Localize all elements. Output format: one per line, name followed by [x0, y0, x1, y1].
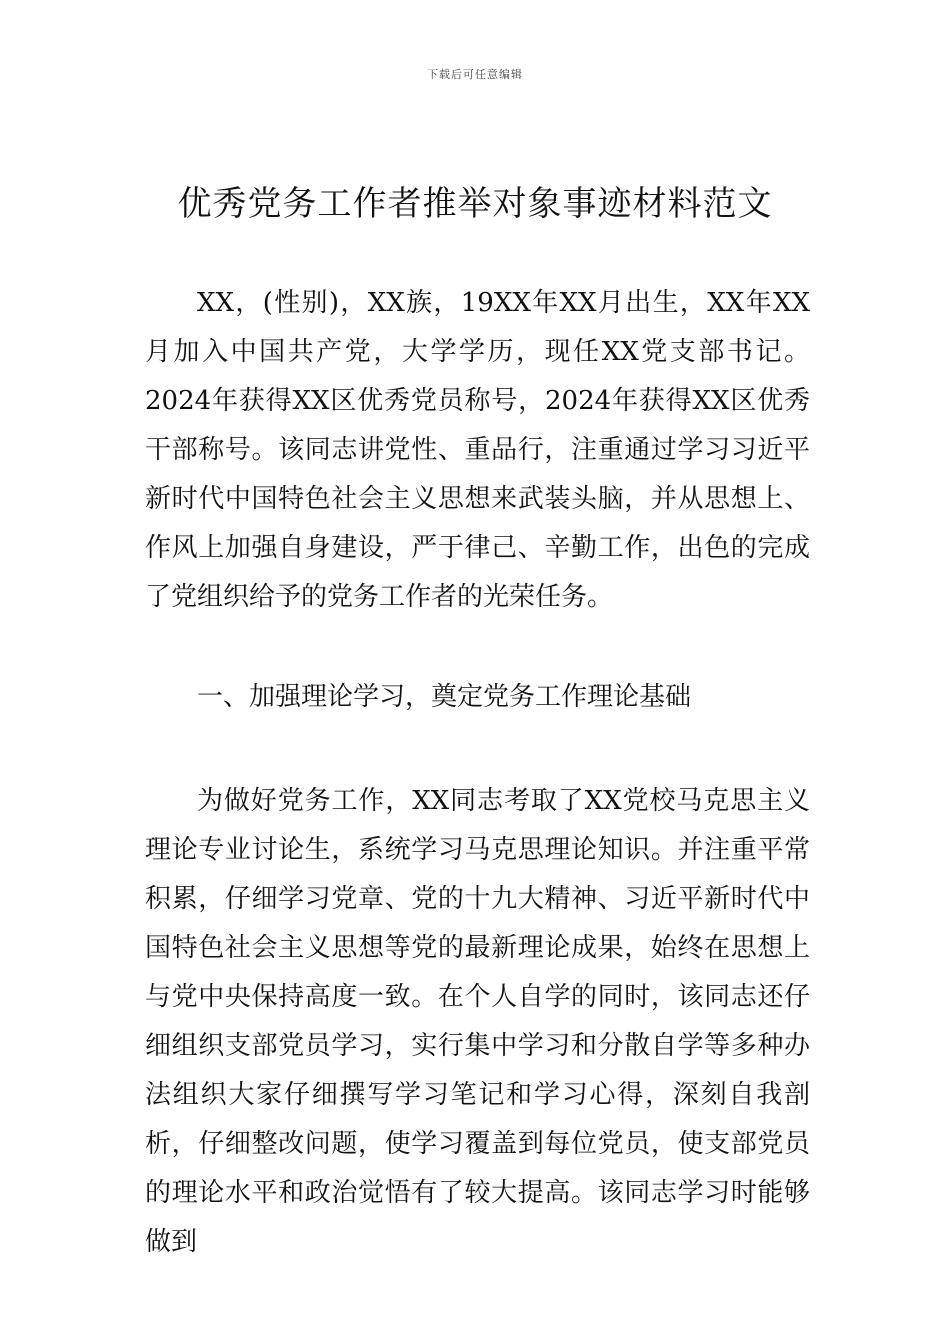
intro-section	[145, 279, 810, 622]
section-1-heading: 一、加强理论学习，奠定党务工作理论基础	[197, 682, 692, 712]
section-1-body	[145, 777, 810, 1267]
section-1-paragraph: 为做好党务工作，XX同志考取了XX党校马克思主义理论专业讨论生，系统学习马克思理论知识。并注重平常积累，仔细学习党章、党的十九大精神、习近平新时代中国特色社会主义思想等党的最新理论成果，始终在思想上与党中央保持高度一致。在个人自学的同时，该同志还仔细组织支部党员学习，实行集中学习和分散自学等多种办法组织大家仔细撰写学习笔记和学习心得，深刻自我剖析，仔细整改问题，使学习覆盖到每位党员，使支部党员的理论水平和政治觉悟有了较大提高。该同志学习时能够做到	[145, 786, 810, 1257]
header-note: 下载后可任意编辑	[427, 68, 523, 81]
section-1-heading-block	[145, 673, 810, 722]
intro-paragraph: XX，(性别)，XX族，19XX年XX月出生，XX年XX月加入中国共产党，大学学历，现任XX党支部书记。2024年获得XX区优秀党员称号，2024年获得XX区优秀干部称号。该同志讲党性、重品行，注重通过学习习近平新时代中国特色社会主义思想来武装头脑，并从思想上、作风上加强自身建设，严于律己、辛勤工作，出色的完成了党组织给予的党务工作者的光荣任务。	[145, 288, 810, 612]
document-title: 优秀党务工作者推举对象事迹材料范文	[177, 184, 773, 224]
